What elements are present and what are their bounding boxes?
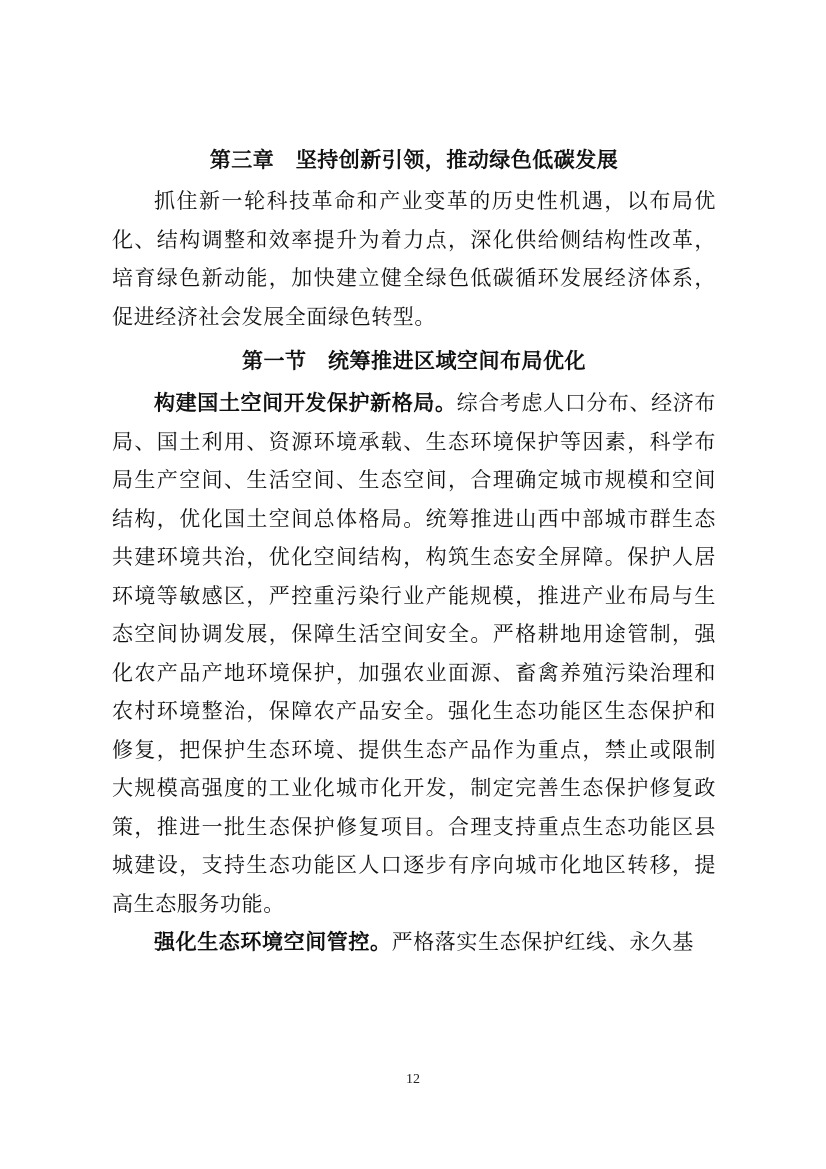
section-title: 第一节 统筹推进区域空间布局优化 (242, 349, 586, 373)
paragraph-text: 严格落实生态保护红线、永久基 (391, 930, 695, 954)
intro-paragraph: 抓住新一轮科技革命和产业变革的历史性机遇，以布局优化、结构调整和效率提升为着力点，深化供给侧结构性改革，培育绿色新动能，加快建立健全绿色低碳循环发展经济体系，促进经济社会发展全面绿色转型。 (112, 189, 716, 329)
body-paragraph (112, 384, 716, 923)
paragraph-text: 综合考虑人口分布、经济布局、国土利用、资源环境承载、生态环境保护等因素，科学布局生产空间、生活空间、生态空间，合理确定城市规模和空间结构，优化国土空间总体格局。统筹推进山西中部城市群生态共建环境共治，优化空间结构，构筑生态安全屏障。保护人居环境等敏感区，严控重污染行业产能规模，推进产业布局与生态空间协调发展，保障生活空间安全。严格耕地用途管制，强化农产品产地环境保护，加强农业面源、畜禽养殖污染治理和农村环境整治，保障农产品安全。强化生态功能区生态保护和修复，把保护生态环境、提供生态产品作为重点，禁止或限制大规模高强度的工业化城市化开发，制定完善生态保护修复政策，推进一批生态保护修复项目。合理支持重点生态功能区县城建设，支持生态功能区人口逐步有序向城市化地区转移，提高生态服务功能。 (112, 391, 716, 916)
chapter-title: 第三章 坚持创新引领，推动绿色低碳发展 (209, 148, 619, 172)
paragraph-lead: 强化生态环境空间管控。 (154, 930, 392, 954)
page-number: 12 (406, 1072, 420, 1087)
document-page (112, 138, 716, 962)
body-paragraph (112, 923, 716, 962)
paragraph-lead: 构建国土空间开发保护新格局。 (154, 391, 457, 415)
